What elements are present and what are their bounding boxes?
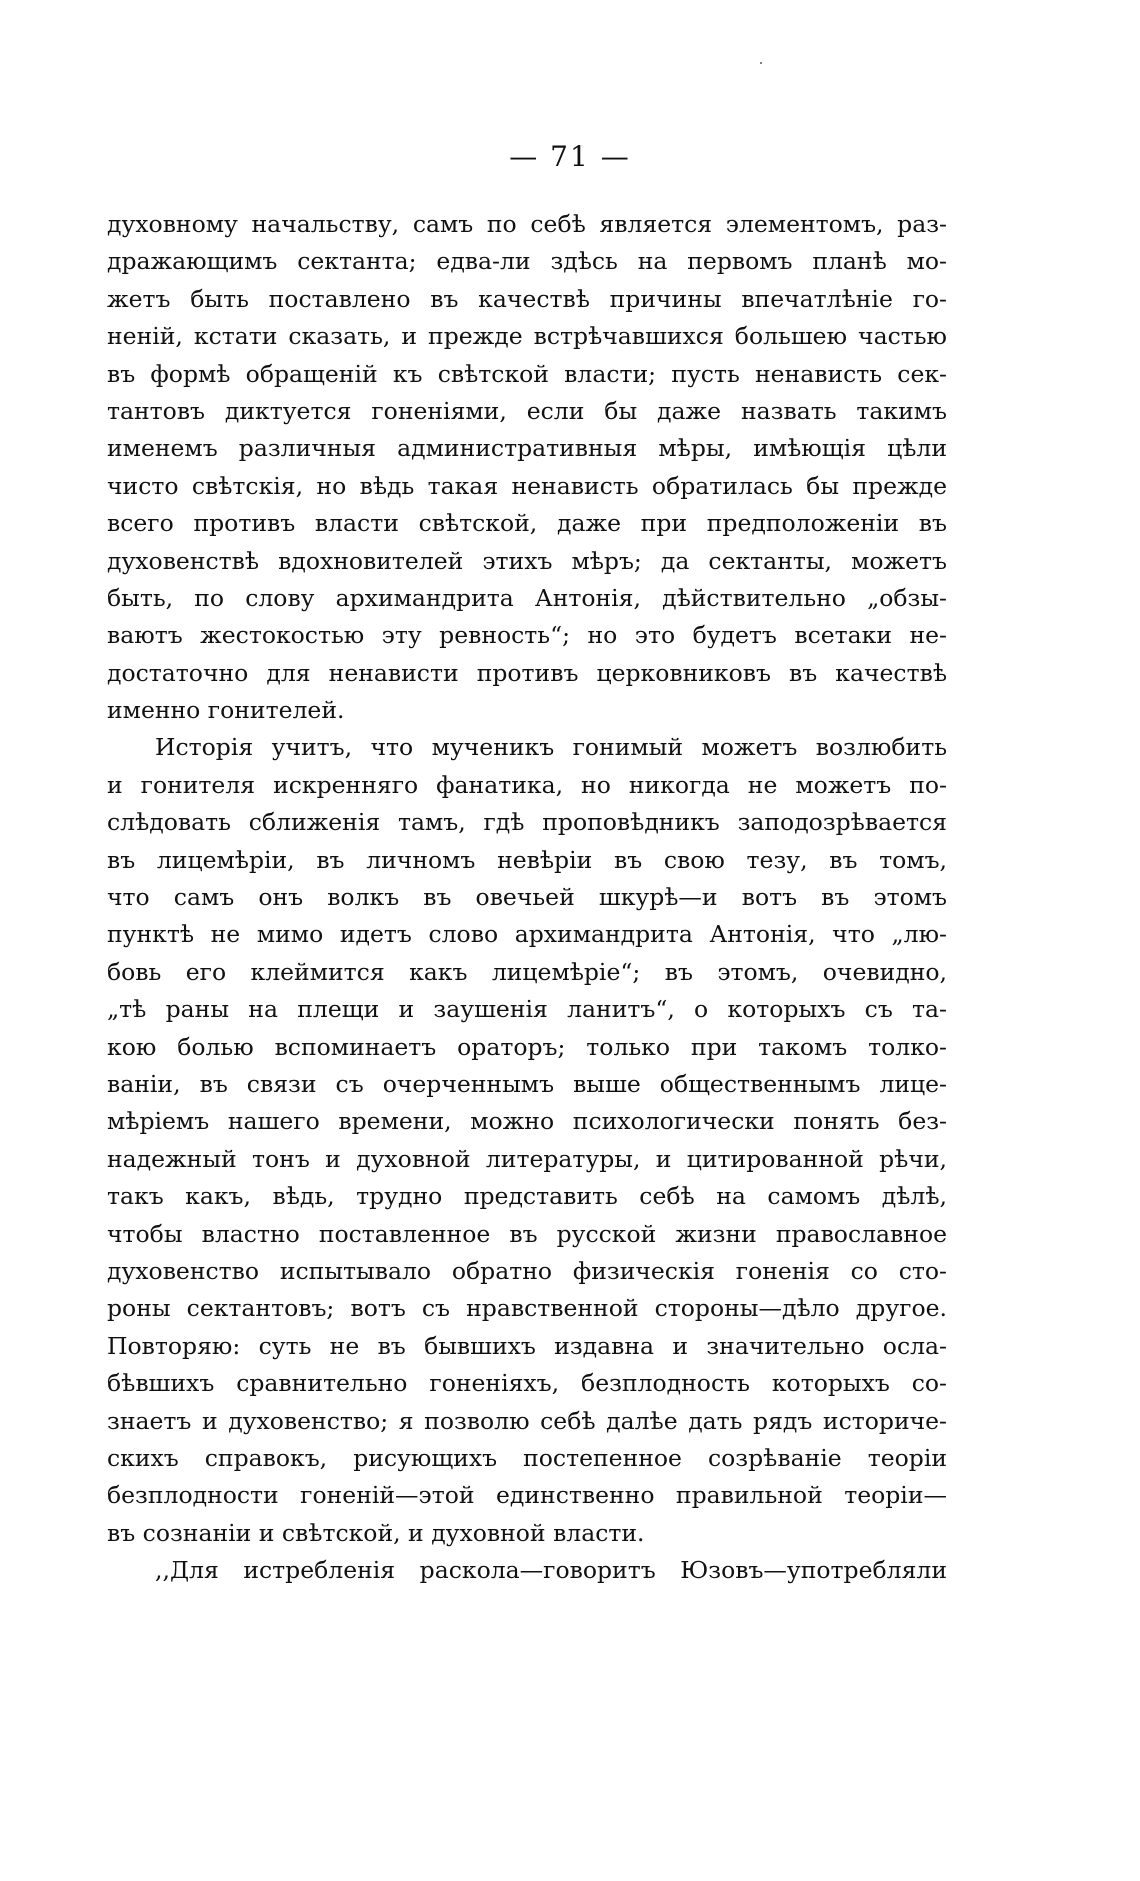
text-line: скихъ справокъ, рисующихъ постепенное созрѣваніе теоріи [107,1443,947,1472]
text-line: духовенствѣ вдохновителей этихъ мѣръ; да сектанты, можетъ [107,546,947,575]
text-line: безплодности гоненій—этой единственно правильной теоріи— [107,1481,947,1510]
text-line: именемъ различныя административныя мѣры, имѣющія цѣли [107,434,947,463]
text-line: въ формѣ обращеній къ свѣтской власти; пусть ненависть сек- [107,359,947,388]
text-line: достаточно для ненависти противъ церковниковъ въ качествѣ [107,658,947,687]
text-line: мѣріемъ нашего времени, можно психологически понять без- [107,1107,947,1136]
text-line: въ сознаніи и свѣтской, и духовной власти. [107,1518,645,1547]
text-line: тантовъ диктуется гоненіями, если бы даже назвать такимъ [107,396,947,425]
text-line: Повторяю: суть не въ бывшихъ издавна и значительно осла- [107,1331,947,1360]
text-line: Исторія учитъ, что мученикъ гонимый можетъ возлюбить [155,733,947,762]
text-line: надежный тонъ и духовной литературы, и цитированной рѣчи, [107,1144,947,1173]
text-line: ,,Для истребленія раскола—говоритъ Юзовъ—употребляли [155,1556,947,1585]
text-line: быть, по слову архимандрита Антонія, дѣйствительно „обзы- [107,583,947,612]
paragraph-2 [107,729,947,1552]
body-text [107,206,947,1589]
text-line: всего противъ власти свѣтской, даже при предположеніи въ [107,509,947,538]
text-line: бѣвшихъ сравнительно гоненіяхъ, безплодность которыхъ со- [107,1369,947,1398]
paragraph-1 [107,206,947,729]
text-line: чтобы властно поставленное въ русской жизни православное [107,1219,947,1248]
text-line: въ лицемѣріи, въ личномъ невѣріи въ свою тезу, въ томъ, [107,845,947,874]
text-line: чисто свѣтскія, но вѣдь такая ненависть обратилась бы прежде [107,471,947,500]
text-line: бовь его клеймится какъ лицемѣріе“; въ этомъ, очевидно, [107,957,947,986]
text-line: жетъ быть поставлено въ качествѣ причины впечатлѣніе го- [107,284,947,313]
text-line: кою болью вспоминаетъ ораторъ; только при такомъ толко- [107,1032,947,1061]
page-number: — 71 — [509,140,631,173]
text-line: дражающимъ сектанта; едва-ли здѣсь на первомъ планѣ мо- [107,247,947,276]
text-line: духовному начальству, самъ по себѣ является элементомъ, раз- [107,210,947,238]
text-line: „тѣ раны на плещи и заушенія ланитъ“, о которыхъ съ та- [107,995,947,1024]
text-line: неній, кстати сказать, и прежде встрѣчавшихся большею частью [107,322,947,351]
text-line: пунктѣ не мимо идетъ слово архимандрита Антонія, что „лю- [107,920,947,949]
text-line: такъ какъ, вѣдь, трудно представить себѣ на самомъ дѣлѣ, [107,1182,947,1211]
text-line: ваніи, въ связи съ очерченнымъ выше общественнымъ лице- [107,1069,947,1098]
text-line: что самъ онъ волкъ въ овечьей шкурѣ—и вотъ въ этомъ [107,883,947,912]
text-line: и гонителя искренняго фанатика, но никогда не можетъ по- [107,770,947,799]
text-line: знаетъ и духовенство; я позволю себѣ далѣе дать рядъ историче- [107,1406,947,1435]
paragraph-3 [107,1552,947,1589]
text-line: духовенство испытывало обратно физическія гоненія со сто- [107,1256,947,1285]
text-line: роны сектантовъ; вотъ съ нравственной стороны—дѣло другое. [107,1294,947,1323]
print-speck [760,62,762,64]
text-line: ваютъ жестокостью эту ревность“; но это будетъ всетаки не- [107,621,947,650]
text-line: слѣдовать сближенія тамъ, гдѣ проповѣдникъ заподозрѣвается [107,808,947,837]
text-line: именно гонителей. [107,696,345,725]
